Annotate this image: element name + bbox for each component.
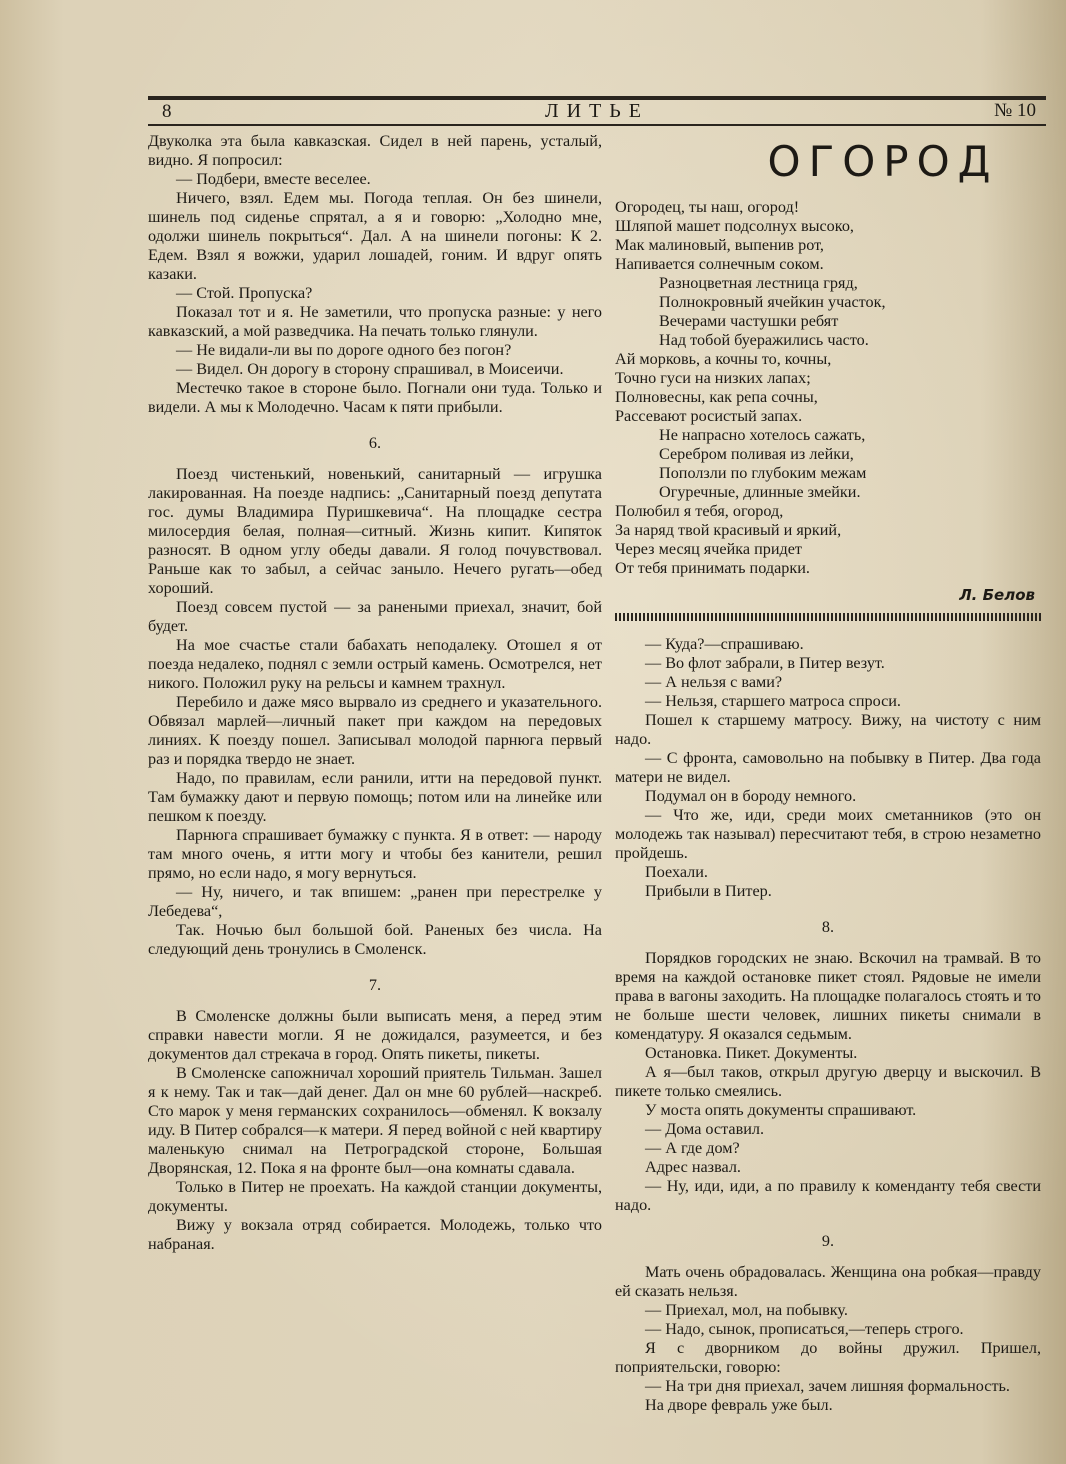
paragraph: Мать очень обрадовалась. Женщина она робкая—правду ей сказать нельзя. — [615, 1263, 1041, 1300]
paragraph: Перебило и даже мясо вырвало из среднего и указательного. Обвязал марлей—личный пакет при каждом на передовых линиях. К поезду пошел. Записывал молодой парнюга первый раз и порядка твердо не знает. — [148, 693, 602, 768]
paragraph: Пошел к старшему матросу. Вижу, на чистоту с ним надо. — [615, 711, 1041, 748]
poem-title: ОГОРОД — [767, 137, 999, 186]
paragraph: — Что же, иди, среди моих сметанников (это он молодежь так называл) пересчитают тебя, в строю незаметно пройдешь. — [615, 806, 1041, 862]
paragraph: Порядков городских не знаю. Вскочил на трамвай. В то время на каждой остановке пикет стоял. Рядовые не имели права в вагоны заходить. На площадке полагалось стоять и то не больше шести человек, лишних пикеты снимали в комендатуру. Я оказался седьмым. — [615, 949, 1041, 1043]
paragraph: Так. Ночью был большой бой. Раненых без числа. На следующий день тронулись в Смоленск. — [148, 921, 602, 958]
paragraph: В Смоленске сапожничал хороший приятель Тильман. Зашел я к нему. Так и так—дай денег. Дал он мне 60 рублей—наскреб. Сто марок у меня германских сохранилось—обменял. К вокзалу иду. В Питер собрался—к матери. Я перед войной с ней квартиру маленькую снимал на Петроградской стороне, Большая Дворянская, 12. Пока я на фронте был—она комнаты сдавала. — [148, 1064, 602, 1177]
paragraph: На мое счастье стали бабахать неподалеку. Отошел я от поезда недалеко, поднял с земли острый камень. Осмотрелся, нет никого. Положил руку на рельсы и камнем трахнул. — [148, 636, 602, 692]
paragraph: — Ну, ничего, и так впишем: „ранен при перестрелке у Лебедева“, — [148, 883, 602, 920]
left-column — [148, 132, 602, 1254]
paragraph: — А где дом? — [645, 1139, 740, 1157]
paragraph: — Куда?—спрашиваю. — [645, 635, 804, 653]
paragraph: — Нельзя, старшего матроса спроси. — [645, 692, 901, 710]
paragraph: В Смоленске должны были выписать меня, а перед этим справки навести могли. Я не дожидался, разумеется, и без документов дал стрекача в город. Опять пикеты, пикеты. — [148, 1007, 602, 1063]
paragraph: Прибыли в Питер. — [645, 882, 772, 900]
paragraph: — Во флот забрали, в Питер везут. — [645, 654, 885, 672]
paragraph: Ничего, взял. Едем мы. Погода теплая. Он без шинели, шинель под сиденье спрятал, а я и говорю: „Холодно мне, одолжи шинель покрыться“. Дал. А на шинели погоны: К 2. Едем. Взял я вожжи, ударил лошадей, гоним. И вдруг опять казаки. — [148, 189, 602, 283]
magazine-title: ЛИТЬЕ — [545, 100, 649, 122]
poem-line: Над тобой буеражились часто. — [659, 331, 869, 349]
paragraph: — Не видали-ли вы по дороге одного без погон? — [176, 341, 512, 359]
paragraph: Парнюга спрашивает бумажку с пункта. Я в ответ: — народу там много очень, я итти могу и чтобы без канители, решил прямо, но если надо, я могу вернуться. — [148, 826, 602, 882]
poem-line: Огородец, ты наш, огород! — [615, 198, 800, 216]
paragraph: — Приехал, мол, на побывку. — [645, 1301, 848, 1319]
right-column — [615, 132, 1041, 1415]
poem-line: Вечерами частушки ребят — [659, 312, 839, 330]
paragraph: — Видел. Он дорогу в сторону спрашивал, в Моисеичи. — [176, 360, 564, 378]
poem-line: Огуречные, длинные змейки. — [659, 483, 861, 501]
poem-line: От тебя принимать подарки. — [615, 559, 810, 577]
poem — [615, 198, 1041, 578]
paragraph: У моста опять документы спрашивают. — [645, 1101, 917, 1119]
section-number: 9. — [821, 1232, 835, 1250]
paragraph: — С фронта, самовольно на побывку в Питер. Два года матери не видел. — [615, 749, 1041, 786]
poem-line: Полновесны, как репа сочны, — [615, 388, 818, 406]
paragraph: — На три дня приехал, зачем лишняя формальность. — [645, 1377, 1010, 1395]
poem-line: Ай морковь, а кочны то, кочны, — [615, 350, 832, 368]
paragraph: — Стой. Пропуска? — [176, 284, 313, 302]
paragraph: — Дома оставил. — [645, 1120, 764, 1138]
section-number: 6. — [368, 434, 382, 452]
section-number: 7. — [368, 976, 382, 994]
paragraph: Вижу у вокзала отряд собирается. Молодежь, только что набраная. — [148, 1216, 602, 1253]
poem-line: Поползли по глубоким межам — [659, 464, 867, 482]
poem-line: За наряд твой красивый и яркий, — [615, 521, 842, 539]
poem-line: Полнокровный ячейкин участок, — [659, 293, 886, 311]
paragraph: Поехали. — [645, 863, 708, 881]
paragraph: Поезд чистенький, новенький, санитарный — игрушка лакированная. На поезде надпись: „Санитарный поезд депутата гос. думы Владимира Пуришкевича“. На площадке сестра милосердия белая, полная—ситный. Жизнь кипит. Кипяток разносят. В одном углу обеды давали. Я голод почувствовал. Раньше как то забыл, а сейчас заныло. Нечего ругать—обед хороший. — [148, 465, 602, 597]
poem-line: Полюбил я тебя, огород, — [615, 502, 784, 520]
paragraph: На дворе февраль уже был. — [645, 1396, 833, 1414]
paragraph: Остановка. Пикет. Документы. — [645, 1044, 858, 1062]
poem-author: Л. Белов — [959, 586, 1035, 604]
paragraph: А я—был таков, открыл другую дверцу и выскочил. В пикете только смеялись. — [615, 1063, 1041, 1100]
paragraph: Местечко такое в стороне было. Погнали они туда. Только и видели. А мы к Молодечно. Часам к пяти прибыли. — [148, 379, 602, 416]
poem-line: Шляпой машет подсолнух высоко, — [615, 217, 854, 235]
paragraph: Адрес назвал. — [645, 1158, 741, 1176]
poem-line: Разноцветная лестница гряд, — [659, 274, 858, 292]
poem-line: Точно гуси на низких лапах; — [615, 369, 811, 387]
paragraph: Показал тот и я. Не заметили, что пропуска разные: у него кавказский, а мой разведчика. На печать только глянули. — [148, 303, 602, 340]
paragraph: Надо, по правилам, если ранили, итти на передовой пункт. Там бумажку дают и первую помощь; потом или на линейке или пешком к поезду. — [148, 769, 602, 825]
paragraph: Только в Питер не проехать. На каждой станции документы, документы. — [148, 1178, 602, 1215]
paragraph: — Надо, сынок, прописаться,—теперь строго. — [645, 1320, 964, 1338]
paragraph: — А нельзя с вами? — [645, 673, 783, 691]
poem-line: Мак малиновый, выпенив рот, — [615, 236, 824, 254]
header-bottom-rule — [148, 124, 1046, 126]
page-header — [148, 100, 1046, 124]
paragraph: Подумал он в бороду немного. — [645, 787, 857, 805]
paragraph: Двуколка эта была кавказская. Сидел в ней парень, усталый, видно. Я попросил: — [148, 132, 602, 169]
issue-number: № 10 — [994, 100, 1036, 121]
paragraph: Я с дворником до войны дружил. Пришел, поприятельски, говорю: — [615, 1339, 1041, 1376]
dotted-divider — [615, 613, 1041, 621]
poem-line: Напивается солнечным соком. — [615, 255, 824, 273]
paragraph: — Ну, иди, иди, а по правилу к коменданту тебя свести надо. — [615, 1177, 1041, 1214]
poem-line: Через месяц ячейка придет — [615, 540, 802, 558]
paragraph: — Подбери, вместе веселее. — [176, 170, 371, 188]
poem-line: Рассевают росистый запах. — [615, 407, 803, 425]
section-number: 8. — [821, 918, 835, 936]
poem-line: Не напрасно хотелось сажать, — [659, 426, 866, 444]
story-continuation — [615, 635, 1041, 1415]
page-number: 8 — [162, 101, 172, 122]
paragraph: Поезд совсем пустой — за ранеными приехал, значит, бой будет. — [148, 598, 602, 635]
poem-line: Серебром поливая из лейки, — [659, 445, 854, 463]
